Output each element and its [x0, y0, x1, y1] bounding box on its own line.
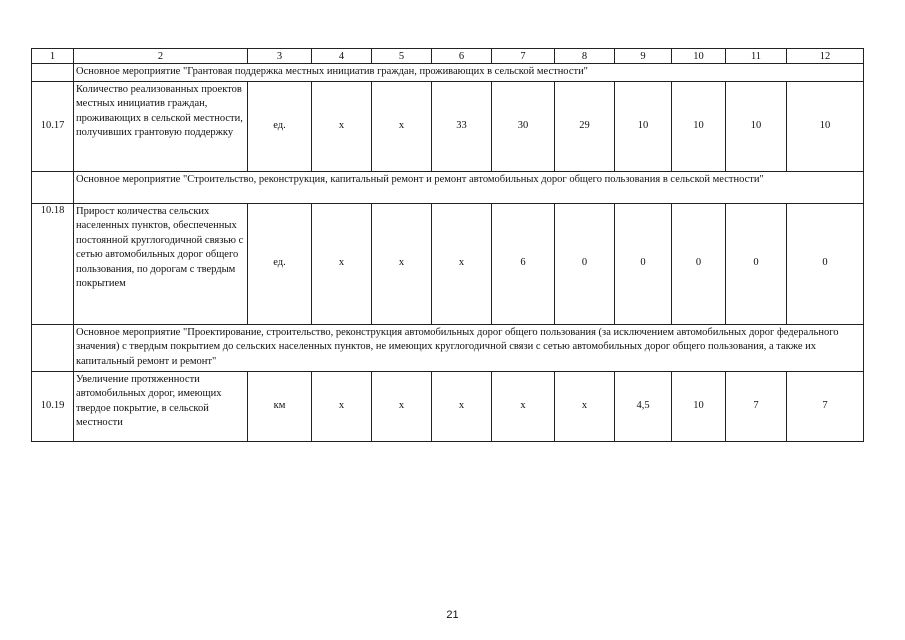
header-cell: 6 [432, 49, 492, 64]
value-cell: х [372, 203, 432, 324]
value-cell: 10 [615, 81, 672, 171]
row-number: 10.17 [32, 81, 74, 171]
value-cell: 0 [787, 203, 864, 324]
value-cell: 7 [726, 371, 787, 441]
value-cell: 10 [672, 81, 726, 171]
section-title-row [32, 324, 864, 371]
header-cell: 7 [492, 49, 555, 64]
section-spacer [32, 324, 74, 371]
value-cell: 7 [787, 371, 864, 441]
value-cell: х [555, 371, 615, 441]
value-cell: х [432, 203, 492, 324]
section-title-row [32, 171, 864, 203]
value-cell: х [312, 203, 372, 324]
section-spacer [32, 171, 74, 203]
header-cell: 5 [372, 49, 432, 64]
header-cell: 11 [726, 49, 787, 64]
value-cell: 29 [555, 81, 615, 171]
indicator-name: Увеличение протяженности автомобильных дорог, имеющих твердое покрытие, в сельской местности [74, 371, 248, 441]
value-cell: 0 [615, 203, 672, 324]
header-cell: 12 [787, 49, 864, 64]
value-cell: 0 [672, 203, 726, 324]
value-cell: х [492, 371, 555, 441]
section-spacer [32, 64, 74, 82]
row-number: 10.18 [32, 203, 74, 324]
value-cell: х [372, 371, 432, 441]
table-row [32, 371, 864, 441]
value-cell: 4,5 [615, 371, 672, 441]
value-cell: х [372, 81, 432, 171]
header-cell: 3 [248, 49, 312, 64]
section-title: Основное мероприятие "Строительство, реконструкция, капитальный ремонт и ремонт автомобильных дорог общего пользования в сельской местности" [74, 171, 864, 203]
section-title: Основное мероприятие "Проектирование, строительство, реконструкция автомобильных дорог общего пользования (за исключением автомобильных дорог федерального значения) с твердым покрытием до сельских населенных пунктов, не имеющих круглогодичной связи с сетью автомобильных дорог общего пользования, а также их капитальный ремонт и ремонт" [74, 324, 864, 371]
indicator-name: Прирост количества сельских населенных пунктов, обеспеченных постоянной круглогодичной связью с сетью автомобильных дорог общего пользования, по дорогам с твердым покрытием [74, 203, 248, 324]
value-cell: 10 [726, 81, 787, 171]
header-cell: 2 [74, 49, 248, 64]
section-title: Основное мероприятие "Грантовая поддержка местных инициатив граждан, проживающих в сельской местности" [74, 64, 864, 82]
indicator-name: Количество реализованных проектов местных инициатив граждан, проживающих в сельской местности, получивших грантовую поддержку [74, 81, 248, 171]
indicators-table [31, 48, 864, 442]
value-cell: х [312, 81, 372, 171]
header-cell: 9 [615, 49, 672, 64]
value-cell: 0 [726, 203, 787, 324]
row-number: 10.19 [32, 371, 74, 441]
section-title-row [32, 64, 864, 82]
table-row [32, 81, 864, 171]
unit-cell: км [248, 371, 312, 441]
value-cell: 10 [787, 81, 864, 171]
page-number: 21 [446, 609, 459, 621]
header-cell: 4 [312, 49, 372, 64]
value-cell: 30 [492, 81, 555, 171]
table-row [32, 203, 864, 324]
header-cell: 1 [32, 49, 74, 64]
header-cell: 10 [672, 49, 726, 64]
value-cell: 6 [492, 203, 555, 324]
value-cell: 10 [672, 371, 726, 441]
header-row [32, 49, 864, 64]
unit-cell: ед. [248, 203, 312, 324]
unit-cell: ед. [248, 81, 312, 171]
header-cell: 8 [555, 49, 615, 64]
value-cell: 0 [555, 203, 615, 324]
value-cell: 33 [432, 81, 492, 171]
value-cell: х [432, 371, 492, 441]
value-cell: х [312, 371, 372, 441]
